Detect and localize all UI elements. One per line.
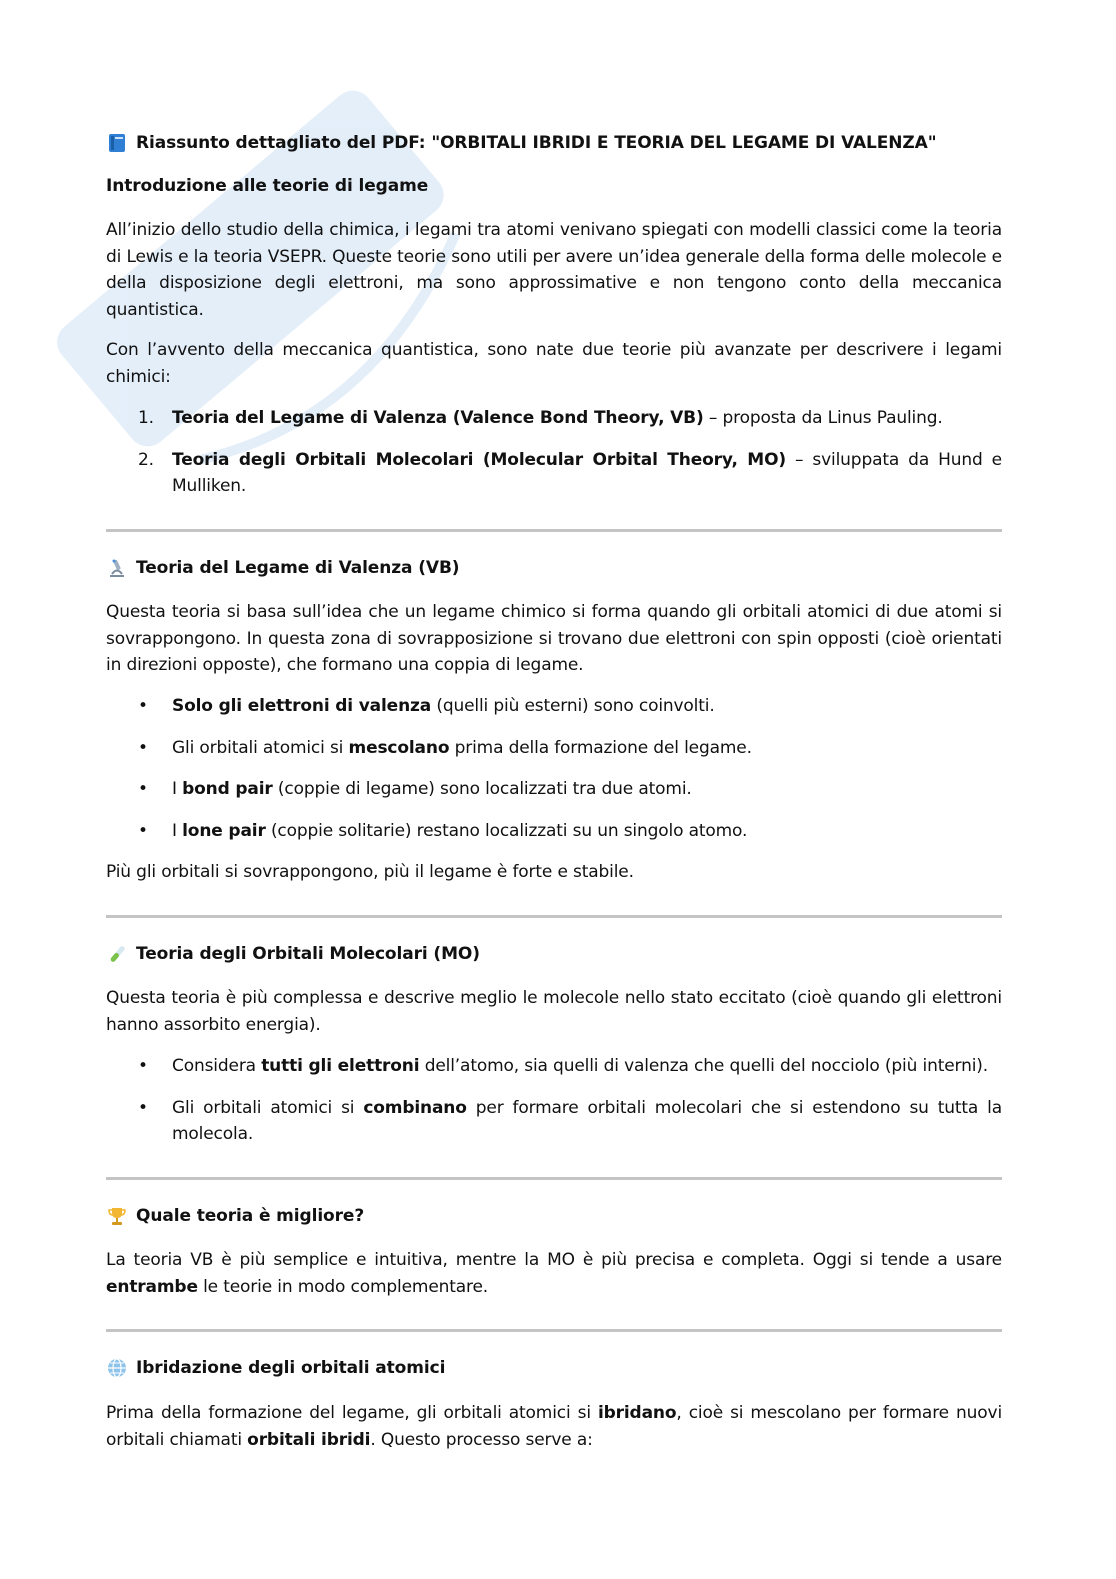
hybrid-text: Prima della formazione del legame, gli orbitali atomici si	[106, 1403, 598, 1423]
vb-heading-text: Teoria del Legame di Valenza (VB)	[136, 558, 460, 578]
bullet-text: Considera	[172, 1056, 262, 1076]
bullet-text: I	[172, 779, 183, 799]
bullet-text: I	[172, 820, 183, 841]
list-number: 2.	[138, 449, 154, 470]
list-number: 1.	[138, 408, 154, 428]
section-divider	[106, 1177, 1002, 1180]
bullet-bold: combinano	[363, 1097, 467, 1118]
vb-bullets	[106, 693, 1002, 844]
bullet-text: Gli orbitali atomici si	[172, 737, 349, 758]
hybrid-heading	[106, 1357, 445, 1379]
list-item-bold: Teoria degli Orbitali Molecolari (Molecular Orbital Theory, MO)	[172, 449, 786, 470]
mo-bullets	[106, 1053, 1002, 1148]
document-title	[106, 132, 936, 154]
section-divider	[106, 1329, 1002, 1332]
bullet: •	[138, 1056, 148, 1076]
mo-paragraph-1: Questa teoria è più complessa e descrive meglio le molecole nello stato eccitato (cioè quando gli elettroni hanno assorbito energia).	[106, 988, 1002, 1035]
document-title-text: Riassunto dettagliato del PDF: "ORBITALI IBRIDI E TEORIA DEL LEGAME DI VALENZA"	[136, 133, 937, 153]
microscope-icon	[106, 557, 128, 579]
bullet-bold: Solo gli elettroni di valenza	[172, 696, 432, 716]
bullet-text: (quelli più esterni) sono coinvolti.	[431, 696, 715, 716]
bullet-text: (coppie solitarie) restano localizzati su un singolo atomo.	[265, 820, 748, 841]
list-item	[106, 818, 1002, 845]
blue-book-icon	[106, 132, 128, 154]
hybrid-heading-text: Ibridazione degli orbitali atomici	[136, 1358, 446, 1378]
vb-heading	[106, 557, 459, 579]
vb-paragraph-1: Questa teoria si basa sull’idea che un legame chimico si forma quando gli orbitali atomici di due atomi si sovrappongono. In questa zona di sovrapposizione si trovano due elettroni con spin opposti (cioè orientati in direzioni opposte), che formano una coppia di legame.	[106, 602, 1002, 675]
bullet-text: per formare orbitali molecolari che si estendono su tutta la molecola.	[172, 1097, 1002, 1144]
list-item-text: – sviluppata da Hund e Mulliken.	[172, 449, 1002, 496]
hybrid-bold: orbitali ibridi	[247, 1429, 371, 1450]
mo-heading-text: Teoria degli Orbitali Molecolari (MO)	[136, 944, 480, 964]
list-item	[106, 405, 1002, 432]
best-paragraph	[106, 1247, 1002, 1300]
intro-heading-text: Introduzione alle teorie di legame	[106, 176, 429, 196]
bullet-text: (coppie di legame) sono localizzati tra due atomi.	[272, 779, 692, 799]
bullet-bold: lone pair	[182, 820, 266, 841]
bullet: •	[138, 779, 148, 799]
bullet-bold: tutti gli elettroni	[261, 1056, 420, 1076]
section-divider	[106, 915, 1002, 918]
hybrid-text: , cioè si mescolano per formare nuovi orbitali chiamati	[106, 1403, 1003, 1450]
list-item	[106, 735, 1002, 762]
bullet-bold: bond pair	[182, 779, 273, 799]
intro-heading	[106, 176, 428, 196]
globe-icon	[106, 1357, 128, 1379]
hybrid-bold: ibridano	[597, 1403, 677, 1423]
best-text: le teorie in modo complementare.	[197, 1276, 489, 1297]
best-heading	[106, 1205, 364, 1227]
list-item	[106, 693, 1002, 720]
list-item-text: – proposta da Linus Pauling.	[703, 408, 943, 428]
intro-paragraph-2: Con l’avvento della meccanica quantistica, sono nate due teorie più avanzate per descrivere i legami chimici:	[106, 340, 1002, 387]
bullet: •	[138, 737, 148, 758]
bullet-bold: mescolano	[348, 737, 450, 758]
section-divider	[106, 529, 1002, 532]
best-bold: entrambe	[106, 1276, 198, 1297]
test-tube-icon	[106, 943, 128, 965]
list-item-bold: Teoria del Legame di Valenza (Valence Bond Theory, VB)	[172, 408, 704, 428]
bullet-text: Gli orbitali atomici si	[172, 1097, 364, 1118]
list-item	[106, 776, 1002, 803]
hybrid-paragraph	[106, 1400, 1002, 1453]
bullet: •	[138, 696, 148, 716]
bullet: •	[138, 1097, 148, 1118]
hybrid-text: . Questo processo serve a:	[370, 1429, 593, 1450]
list-item	[106, 1053, 1002, 1080]
bullet: •	[138, 820, 148, 841]
list-item	[106, 447, 1002, 500]
list-item	[106, 1095, 1002, 1148]
best-heading-text: Quale teoria è migliore?	[136, 1206, 365, 1226]
mo-heading	[106, 943, 480, 965]
bullet-text: prima della formazione del legame.	[449, 737, 752, 758]
trophy-icon	[106, 1205, 128, 1227]
best-text: La teoria VB è più semplice e intuitiva, mentre la MO è più precisa e completa. Oggi si tende a usare	[106, 1250, 1002, 1270]
theories-list	[106, 405, 1002, 500]
bullet-text: dell’atomo, sia quelli di valenza che quelli del nocciolo (più interni).	[419, 1056, 989, 1076]
intro-paragraph-1: All’inizio dello studio della chimica, i legami tra atomi venivano spiegati con modelli classici come la teoria di Lewis e la teoria VSEPR. Queste teorie sono utili per avere un’idea generale della forma delle molecole e della disposizione degli elettroni, ma sono approssimative e non tengono conto della meccanica quantistica.	[106, 220, 1002, 320]
vb-paragraph-2: Più gli orbitali si sovrappongono, più il legame è forte e stabile.	[106, 862, 634, 882]
